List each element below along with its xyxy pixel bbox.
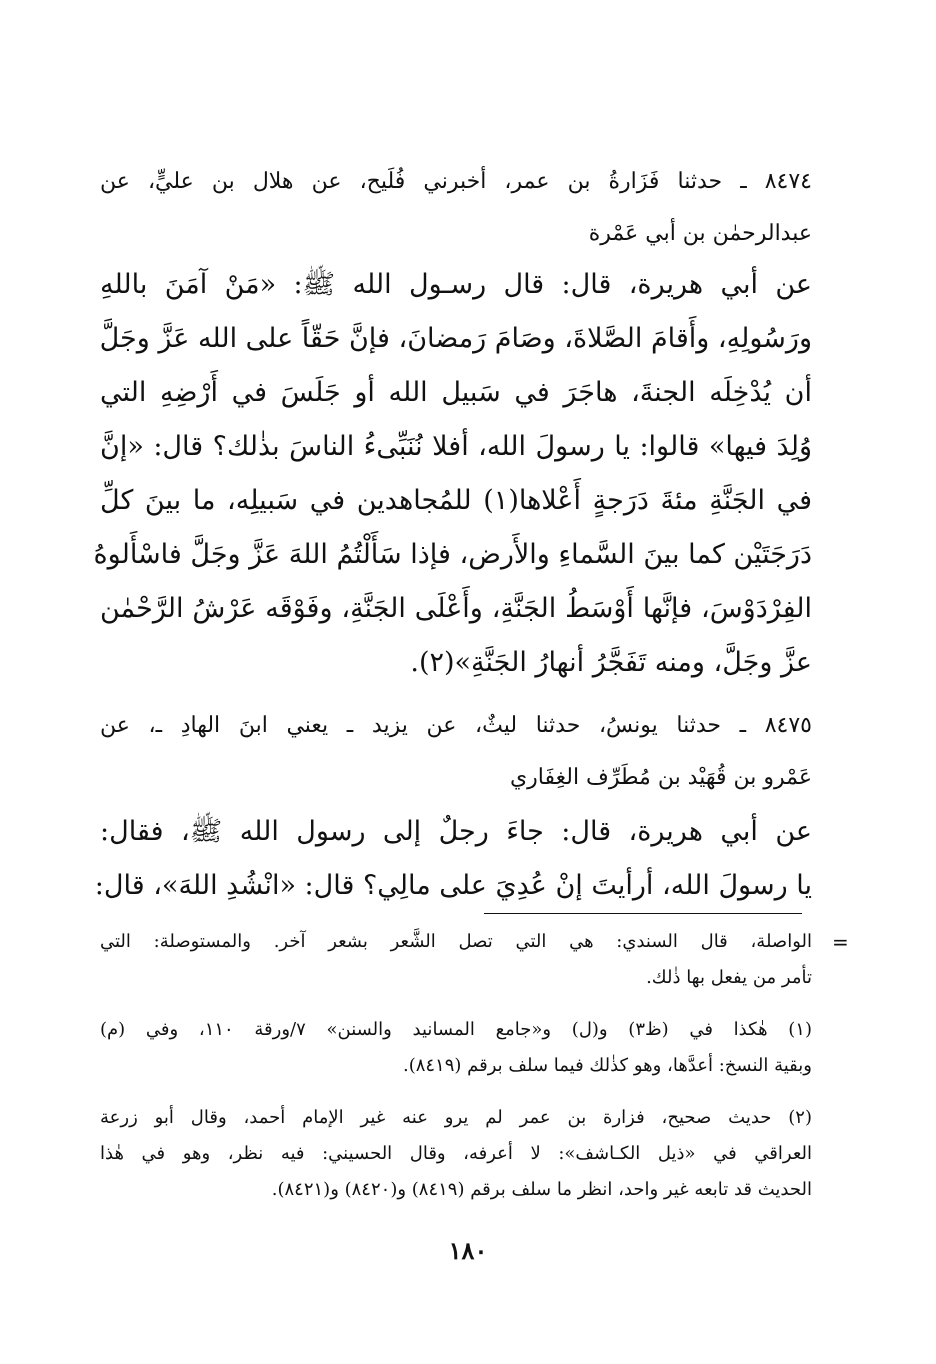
footnote-1 [100, 1012, 812, 1084]
footnote-line: تأمر من يفعل بها ذٰلك. [646, 967, 812, 988]
footnote-line: وبقية النسخ: أعدَّها، وهو كذٰلك فيما سلف برقم (٨٤١٩). [402, 1055, 812, 1076]
footnote-line: العراقي في «ذيل الكـاشف»: لا أعرفه، وقال الحسيني: فيه نظر، وهو في هٰذا [100, 1143, 812, 1164]
matn-line: عن أبي هريرة، قال: جاءَ رجلٌ إلى رسول الله ﷺ، فقال: [100, 816, 812, 847]
isnad-line: ٨٤٧٥ ـ حدثنا يونسُ، حدثنا ليثٌ، عن يزيد ـ يعني ابنَ الهادِ ـ، عن [100, 713, 812, 738]
footnote-line: (١) هٰكذا في (ظ٣) و(ل) و«جامع المسانيد والسنن» ٧/ورقة ١١٠، وفي (م) [100, 1019, 812, 1040]
page-number: ١٨٠ [448, 1236, 488, 1265]
matn-line: يا رسولَ الله، أرأيتَ إنْ عُدِيَ على مالِي؟ قال: «انْشُدِ اللهَ»، قال: [94, 870, 812, 901]
matn-line: الفِرْدَوْسَ، فإنَّها أَوْسَطُ الجَنَّةِ، وأَعْلَى الجَنَّةِ، وفَوْقَه عَرْشُ الرَّحْمٰن [100, 593, 812, 624]
hadith-8474-matn [93, 258, 812, 690]
footnote-separator [484, 913, 802, 914]
matn-line: ورَسُولِهِ، وأَقامَ الصَّلاةَ، وصَامَ رَمضانَ، فإنَّ حَقّاً على الله عَزَّ وجَلَّ [99, 323, 812, 354]
isnad-line: عَمْرو بن قُهَيْد بن مُطَرِّف الغِفَاري [509, 765, 812, 790]
footnote-2 [100, 1100, 812, 1208]
footnote-line: (٢) حديث صحيح، فزارة بن عمر لم يرو عنه غير الإمام أحمد، وقال أبو زرعة [100, 1107, 812, 1128]
hadith-8474-isnad [100, 156, 812, 260]
matn-line: أن يُدْخِلَه الجنةَ، هاجَرَ في سَبيل الله أو جَلَسَ في أَرْضِهِ التي [100, 377, 812, 408]
isnad-line: عبدالرحمٰن بن أبي عَمْرة [588, 221, 812, 246]
matn-line: وُلِدَ فيها» قالوا: يا رسولَ الله، أفلا نُنَبِّىءُ الناسَ بذٰلك؟ قال: «إنَّ [100, 431, 812, 462]
matn-line: عزَّ وجَلَّ، ومنه تَفَجَّرُ أنهارُ الجَنَّةِ»(٢). [410, 647, 812, 678]
footnote-line: الواصلة، قال السندي: هي التي تصل الشَّعر بشعر آخر. والمستوصلة: التي [100, 931, 812, 952]
hadith-8475-matn [94, 805, 812, 913]
matn-line: في الجَنَّةِ مئةَ دَرَجةٍ أَعْلاها(١) للمُجاهدين في سَبيلِه، ما بينَ كلِّ [100, 485, 812, 516]
hadith-8475-isnad [100, 700, 812, 804]
footnote-continuation-mark: = [832, 930, 849, 954]
isnad-line: ٨٤٧٤ ـ حدثنا فَزَارةُ بن عمر، أخبرني فُلَيح، عن هلال بن عليٍّ، عن [100, 169, 812, 194]
matn-line: عن أبي هريرة، قال: قال رسـول الله ﷺ: «مَنْ آمَنَ باللهِ [100, 269, 812, 300]
matn-line: دَرَجَتَيْن كما بينَ السَّماءِ والأَرض، فإذا سَأَلْتُمُ اللهَ عَزَّ وجَلَّ فاسْأَلوهُ [93, 539, 812, 570]
footnote-continued [100, 924, 812, 996]
footnote-line: الحديث قد تابعه غير واحد، انظر ما سلف برقم (٨٤١٩) و(٨٤٢٠) و(٨٤٢١). [271, 1179, 812, 1200]
